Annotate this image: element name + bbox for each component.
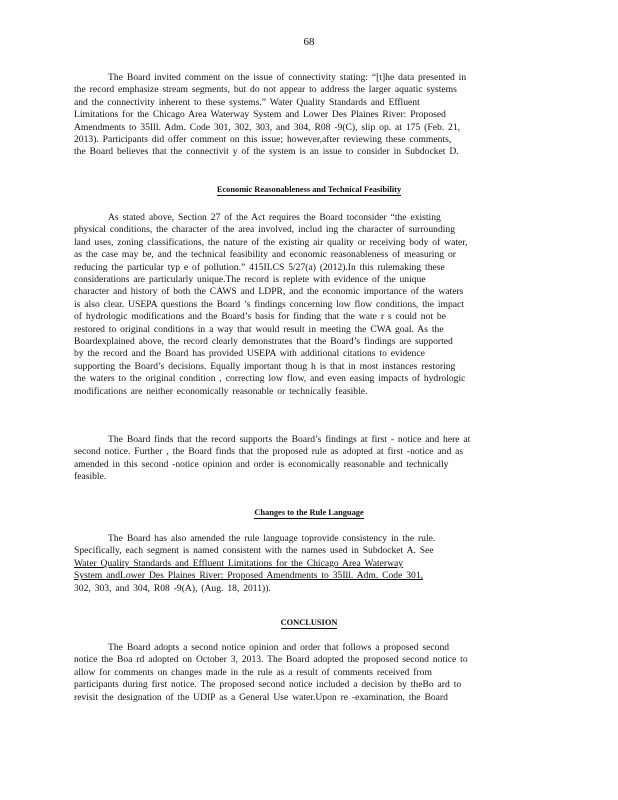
- text-line: notice the Boa rd adopted on October 3, 2013. The Board adopted the proposed second notice to: [74, 654, 468, 666]
- text-line: amended in this second -notice opinion and order is economically reasonable and technically: [74, 458, 449, 470]
- page-number: 68: [303, 36, 315, 48]
- text-line: of hydrologic modifications and the Board’s basis for finding that the wate r s could not be: [74, 311, 446, 323]
- text-line: revisit the designation of the UDIP as a General Use water.Upon re -examination, the Board: [74, 691, 448, 703]
- text-line: supporting the Board’s decisions. Equally important thoug h is that in most instances restoring: [74, 360, 456, 372]
- text-line: and the connectivity inherent to these systems.” Water Quality Standards and Effluent: [74, 96, 420, 108]
- text-line: System andLower Des Plaines River: Proposed Amendments to 35Ill. Adm. Code 301,: [74, 570, 424, 582]
- text-line: second notice. Further , the Board finds that the proposed rule as adopted at first -notice and as: [74, 446, 464, 458]
- paragraph-connectivity: [74, 72, 538, 159]
- text-line: Amendments to 35Ill. Adm. Code 301, 302, 303, and 304, R08 -9(C), slip op. at 175 (Feb. 21,: [74, 121, 461, 133]
- text-line: The Board finds that the record supports the Board’s findings at first - notice and here at: [108, 434, 471, 445]
- text-line: restored to original conditions in a way that would result in meeting the CWA goal. As the: [74, 323, 444, 335]
- text-line: Water Quality Standards and Effluent Limitations for the Chicago Area Waterway: [74, 557, 404, 569]
- paragraph-section-27: [74, 212, 538, 398]
- text-line: the waters to the original condition , correcting low flow, and even easing impacts of hydrologic: [74, 373, 466, 385]
- section-heading-changes: [0, 508, 618, 517]
- text-line: the Board believes that the connectivit y of the system is an issue to consider in Subdocket D.: [74, 146, 459, 158]
- text-line: The Board adopts a second notice opinion and order that follows a proposed second: [108, 642, 450, 653]
- text-line: considerations are particularly unique.The record is replete with evidence of the unique: [74, 274, 426, 286]
- text-line: Limitations for the Chicago Area Waterway System and Lower Des Plaines River: Proposed: [74, 109, 446, 121]
- text-line: Specifically, each segment is named consistent with the names used in Subdocket A. See: [74, 545, 434, 557]
- text-line: feasible.: [74, 471, 107, 483]
- text-line: by the record and the Board has provided USEPA with additional citations to evidence: [74, 348, 425, 360]
- text-line: The Board invited comment on the issue of connectivity stating: “[t]he data presented in: [108, 72, 467, 83]
- heading-text: Changes to the Rule Language: [254, 508, 364, 517]
- text-line: Boardexplained above, the record clearly demonstrates that the Board’s findings are supported: [74, 336, 453, 348]
- paragraph-conclusion: [74, 642, 538, 704]
- text-line: is also clear. USEPA questions the Board ’s findings concerning low flow conditions, the impact: [74, 298, 464, 310]
- text-line: allow for comments on changes made in the rule as a result of comments received from: [74, 666, 432, 678]
- text-line: modifications are neither economically reasonable or technically feasible.: [74, 385, 368, 397]
- text-line: participants during first notice. The proposed second notice included a decision by theBo ard to: [74, 679, 462, 691]
- text-line: 302, 303, and 304, R08 -9(A), (Aug. 18, 2011)).: [74, 582, 271, 594]
- text-line: physical conditions, the character of the area involved, includ ing the character of surrounding: [74, 224, 455, 236]
- text-line: character and history of both the CAWS and LDPR, and the economic importance of the waters: [74, 286, 464, 298]
- paragraph-rule-language: [74, 533, 538, 595]
- text-line: The Board has also amended the rule language toprovide consistency in the rule.: [108, 533, 436, 544]
- text-line: land uses, zoning classifications, the nature of the existing air quality or receiving body of water,: [74, 236, 468, 248]
- text-line: 2013). Participants did offer comment on this issue; however,after reviewing these comments,: [74, 134, 452, 146]
- text-line: the record emphasize stream segments, but do not appear to address the larger aquatic systems: [74, 84, 457, 96]
- paragraph-board-finds: [74, 434, 538, 484]
- section-heading-economic: [0, 185, 618, 194]
- heading-text: CONCLUSION: [280, 618, 338, 627]
- text-line: reducing the particular typ e of pollution.” 415ILCS 5/27(a) (2012).In this rulemaking these: [74, 261, 445, 273]
- text-line: As stated above, Section 27 of the Act requires the Board toconsider “the existing: [108, 212, 441, 223]
- text-line: as the case may be, and the technical feasibility and economic reasonableness of measuring or: [74, 249, 456, 261]
- heading-text: Economic Reasonableness and Technical Feasibility: [216, 185, 402, 194]
- section-heading-conclusion: [0, 618, 618, 627]
